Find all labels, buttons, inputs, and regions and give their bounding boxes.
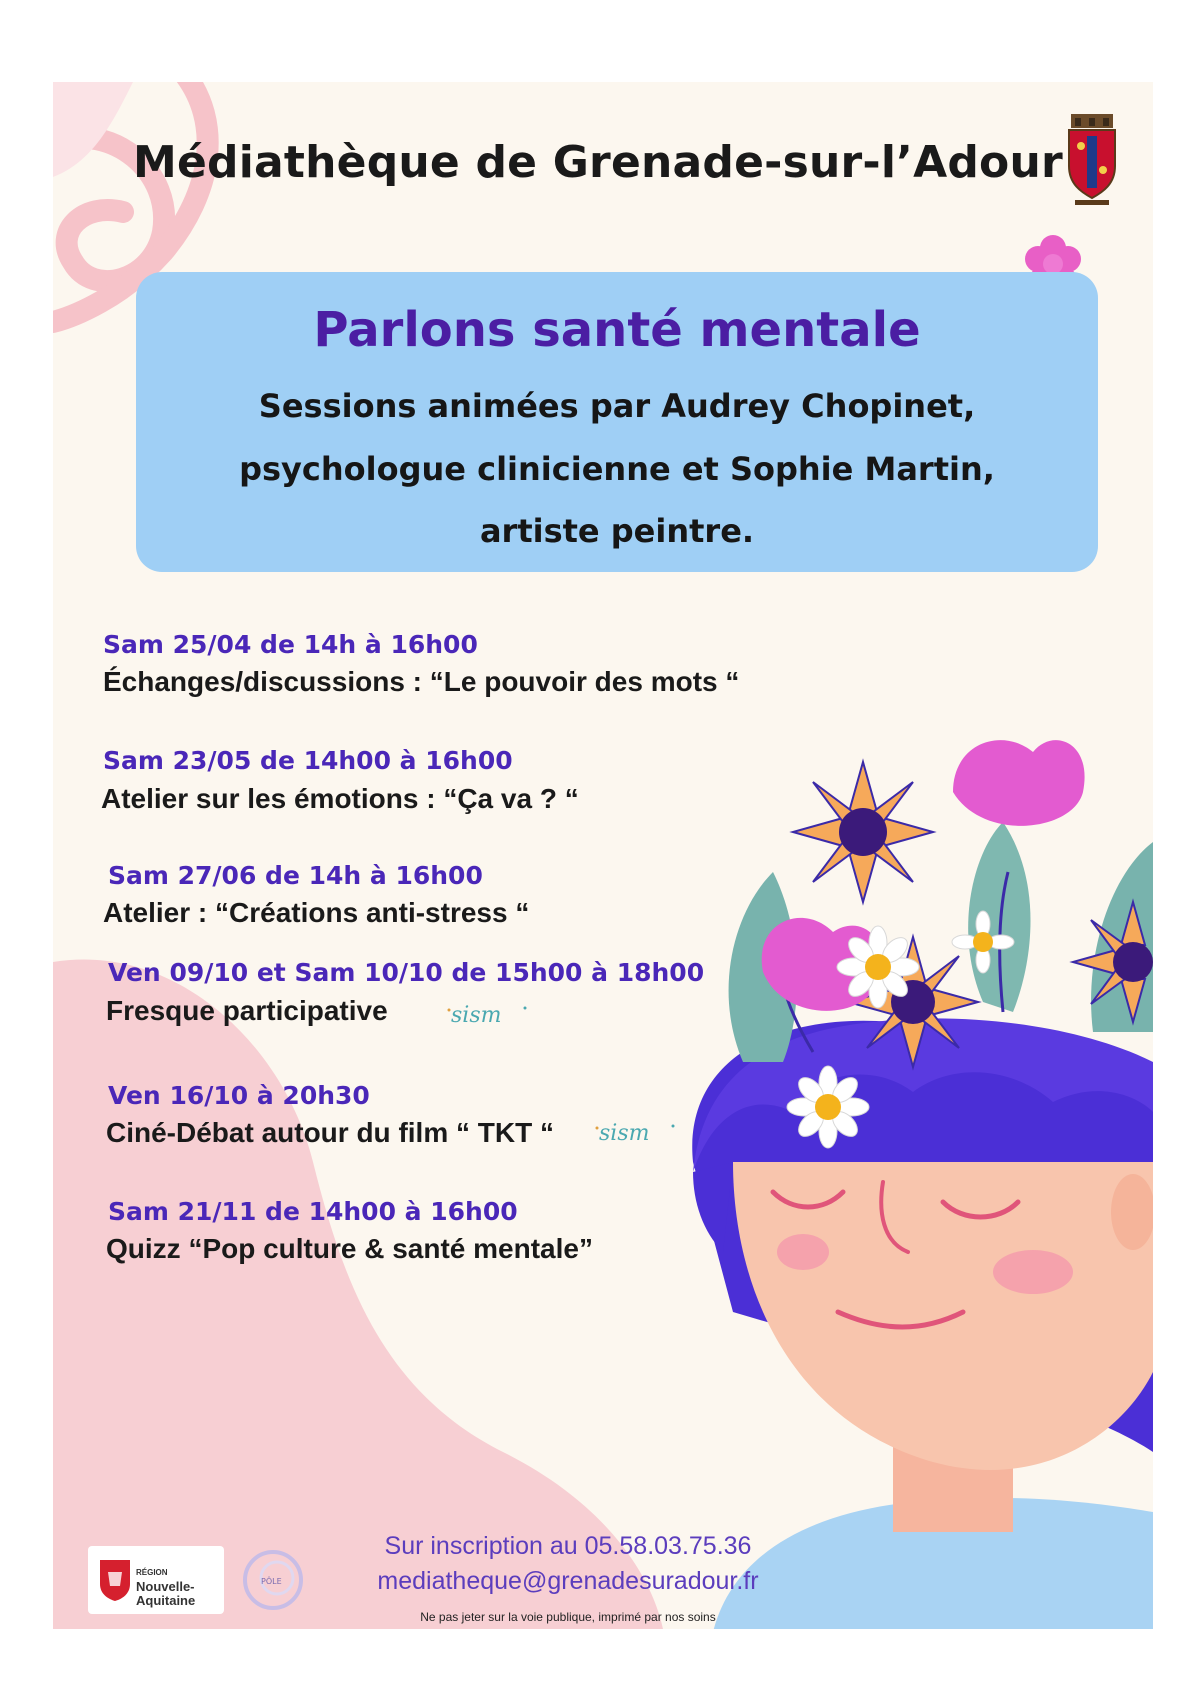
event-date-5: Ven 16/10 à 20h30	[108, 1081, 370, 1110]
title-banner	[136, 272, 1098, 572]
region-logo-text	[136, 1564, 195, 1608]
banner-line-2: psychologue clinicienne et Sophie Martin,	[239, 450, 995, 488]
event-date-1: Sam 25/04 de 14h à 16h00	[103, 630, 478, 659]
contact-email[interactable]: mediatheque@grenadesuradour.fr	[377, 1567, 759, 1595]
page-title: Médiathèque de Grenade-sur-l’Adour	[133, 137, 1063, 188]
event-date-2: Sam 23/05 de 14h00 à 16h00	[103, 746, 513, 775]
region-name-line-2: Aquitaine	[136, 1593, 196, 1608]
sism-logo-icon	[445, 1000, 535, 1030]
region-nouvelle-aquitaine-logo	[88, 1546, 224, 1614]
town-crest-icon	[1065, 112, 1119, 208]
svg-text:PÔLE: PÔLE	[261, 1577, 282, 1586]
svg-text:sism: sism	[599, 1121, 650, 1146]
region-shield-icon	[98, 1558, 132, 1602]
event-date-6: Sam 21/11 de 14h00 à 16h00	[108, 1197, 518, 1226]
banner-line-3: artiste peintre.	[479, 512, 755, 550]
svg-text:sism: sism	[451, 1003, 502, 1028]
event-headline: Parlons santé mentale	[313, 302, 921, 358]
event-date-4: Ven 09/10 et Sam 10/10 de 15h00 à 18h00	[108, 958, 705, 987]
event-title-6: Quizz “Pop culture & santé mentale”	[106, 1233, 593, 1264]
region-small-text: RÉGION	[136, 1568, 168, 1577]
head-flowers-illustration	[653, 732, 1153, 1629]
event-title-1: Échanges/discussions : “Le pouvoir des mots “	[103, 666, 740, 697]
registration-phone: Sur inscription au 05.58.03.75.36	[384, 1532, 752, 1560]
pole-logo-icon	[241, 1548, 305, 1612]
event-date-3: Sam 27/06 de 14h à 16h00	[108, 861, 483, 890]
event-title-5: Ciné-Débat autour du film “ TKT “	[106, 1117, 554, 1148]
event-title-3: Atelier : “Créations anti-stress “	[103, 897, 530, 928]
print-notice: Ne pas jeter sur la voie publique, imprimé par nos soins	[420, 1610, 716, 1624]
region-name-line-1: Nouvelle-	[136, 1579, 195, 1594]
banner-line-1: Sessions animées par Audrey Chopinet,	[258, 387, 976, 425]
poster	[53, 82, 1153, 1629]
event-title-2: Atelier sur les émotions : “Ça va ? “	[101, 783, 579, 814]
event-title-4: Fresque participative	[106, 995, 388, 1026]
